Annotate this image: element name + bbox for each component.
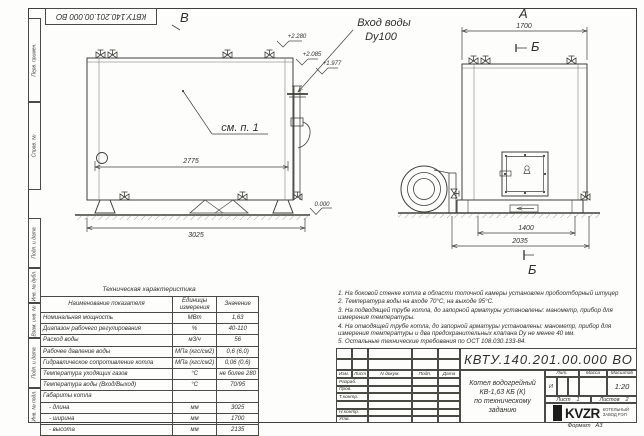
tb-company-cell bbox=[545, 403, 637, 423]
tb-scale-value: 1:20 bbox=[607, 377, 637, 396]
table-row: Температура воды (Вход/Выход) °С 70/95 bbox=[41, 380, 259, 391]
stamp-vzam-inv: Взам. инв. № bbox=[28, 303, 41, 338]
tb-row-tkontr: Т.контр. bbox=[336, 393, 368, 401]
boiler-leg bbox=[273, 200, 293, 213]
tb-header-izm: Изм. bbox=[336, 370, 352, 378]
tb-drawing-name: Котел водогрейный КВ-1,63 КБ (К) по техническому заданию bbox=[460, 370, 545, 423]
valve-icon bbox=[96, 50, 105, 58]
dim-2035: 2035 bbox=[512, 238, 528, 245]
boiler-side-body bbox=[87, 58, 293, 200]
dim-3025: 3025 bbox=[188, 232, 204, 239]
tb-header-podp: Подп. bbox=[412, 370, 438, 378]
tb-header-ndokum: N докум. bbox=[368, 370, 412, 378]
tech-col-header: Наименование показателя bbox=[41, 297, 173, 313]
tb-lit-label: Лит. bbox=[545, 370, 579, 377]
stamp-podp-data-1: Подп. и дата bbox=[28, 218, 41, 268]
section-b-top-label: Б bbox=[531, 39, 540, 54]
tb-lit-value: И bbox=[545, 377, 557, 396]
stamp-inv-dubl: Инв. № дубл. bbox=[28, 268, 41, 303]
tech-col-header: Значение bbox=[217, 297, 259, 313]
tb-scale-label: Масштаб bbox=[607, 370, 637, 377]
note-item: 1. На боковой стенке котла в области топочной камеры установлен пробоотборный штуцер bbox=[338, 290, 619, 297]
valve-icon bbox=[265, 50, 274, 58]
stamp-sprav-no: Справ. № bbox=[28, 102, 41, 190]
tb-mass-label: Масса bbox=[579, 370, 607, 377]
stamp-inv-podl: Инв. № подл. bbox=[28, 388, 41, 423]
boiler-leg bbox=[95, 200, 115, 213]
tb-mass-value bbox=[579, 377, 607, 396]
table-row: Рабочее давление воды МПа (кгс/см2) 0,6 (6,0) bbox=[41, 346, 259, 357]
water-inlet-line2: Dy100 bbox=[365, 31, 397, 43]
elevation-top: +2.280 bbox=[287, 34, 307, 40]
tb-row-nkontr: Н.контр. bbox=[336, 409, 368, 416]
notes-list bbox=[338, 290, 639, 347]
note-item: 5. Остальные технические требования по ОСТ 108.030.133-84. bbox=[338, 338, 527, 346]
tb-header-data: Дата bbox=[438, 370, 460, 378]
tb-header-list: Лист bbox=[353, 371, 367, 377]
note-item: 4. На отводящей трубе котла, до запорной арматуры установлены: манометр, прибор для измерения температуры и два предохранительных клапана Dу не менее 40 мм. bbox=[338, 322, 612, 338]
table-row: - ширина мм 1700 bbox=[41, 413, 259, 424]
side-port-circle bbox=[97, 153, 108, 164]
table-row: Номинальная мощность МВт 1,63 bbox=[41, 313, 259, 324]
rotated-docnumber: КВТУ.140.201.00.000 ВО bbox=[55, 12, 147, 21]
table-row: Габариты котла bbox=[41, 391, 259, 402]
dim-1700: 1700 bbox=[516, 23, 532, 30]
view-b-label: В bbox=[180, 10, 189, 25]
valve-icon bbox=[481, 56, 490, 64]
tech-col-header: Единицы измерения bbox=[173, 297, 217, 313]
drain-valve-icon bbox=[120, 192, 129, 200]
table-row: - высота мм 2135 bbox=[41, 424, 259, 435]
stamp-perv-primen: Перв. примен. bbox=[28, 18, 41, 102]
elevation-inlet: +2.085 bbox=[302, 52, 322, 58]
table-row: Температура уходящих газов °С не более 280 bbox=[41, 368, 259, 379]
valve-icon bbox=[469, 56, 478, 64]
tb-doc-number: КВТУ.140.201.00.000 ВО bbox=[460, 348, 637, 370]
table-row: - длина мм 3025 bbox=[41, 402, 259, 413]
stamp-podp-data-2: Подп. и дата bbox=[28, 338, 41, 388]
valve-icon bbox=[108, 50, 117, 58]
tb-row-prov: Пров. bbox=[336, 386, 368, 393]
drain-valve-icon bbox=[581, 192, 590, 200]
valve-icon bbox=[223, 50, 232, 58]
door-bolts bbox=[504, 154, 546, 194]
tb-row-razrab: Разраб. bbox=[336, 378, 368, 386]
elevation-zero: 0.000 bbox=[314, 202, 330, 208]
kvzr-logo-text: KVZR bbox=[565, 405, 600, 421]
table-row: Гидравлическое сопротивление котла МПа (кгс/см2) 0,06 (0,6) bbox=[41, 357, 259, 368]
water-inlet-line1: Вход воды bbox=[357, 17, 411, 29]
dim-2775: 2775 bbox=[183, 158, 199, 165]
tb-sheets: Листов 2 bbox=[591, 396, 637, 403]
ground-hatch bbox=[75, 215, 310, 220]
tech-table bbox=[40, 296, 259, 436]
table-row: Расход воды м3/ч 56 bbox=[41, 335, 259, 346]
elevation-bracket: +1.977 bbox=[322, 61, 342, 67]
boiler-front-body bbox=[462, 64, 587, 200]
duct-valve-icon bbox=[451, 189, 459, 198]
see-note-label: см. п. 1 bbox=[221, 122, 259, 134]
furnace-door bbox=[502, 152, 548, 196]
ground-hatch bbox=[398, 213, 600, 218]
view-a-label: А bbox=[519, 6, 528, 21]
drain-valve-icon bbox=[238, 192, 247, 200]
title-block bbox=[336, 348, 637, 423]
boiler-support bbox=[190, 200, 248, 213]
section-b-bottom-label: Б bbox=[528, 262, 537, 277]
kvzr-logo-subtitle: КОТЕЛЬНЫЙ ЗАВОД РЭП bbox=[602, 407, 629, 417]
dim-1400: 1400 bbox=[518, 225, 534, 232]
tb-sheet: Лист 1 bbox=[545, 396, 591, 403]
tech-table-title: Техническая характеристика bbox=[102, 286, 196, 293]
note-item: 3. На подводящей трубе котла, до запорной арматуры установлены: манометр, прибор для измерения температуры. bbox=[338, 306, 613, 322]
valve-icon bbox=[567, 56, 576, 64]
format-label: Формат А3 bbox=[567, 423, 603, 429]
table-row: Диапазон рабочего регулирования % 40-110 bbox=[41, 324, 259, 335]
tb-row-utv: Утв. bbox=[336, 416, 368, 423]
note-item: 2. Температура воды на входе 70°С, на выходе 95°С. bbox=[338, 298, 494, 306]
kvzr-logo-mark bbox=[553, 405, 562, 421]
